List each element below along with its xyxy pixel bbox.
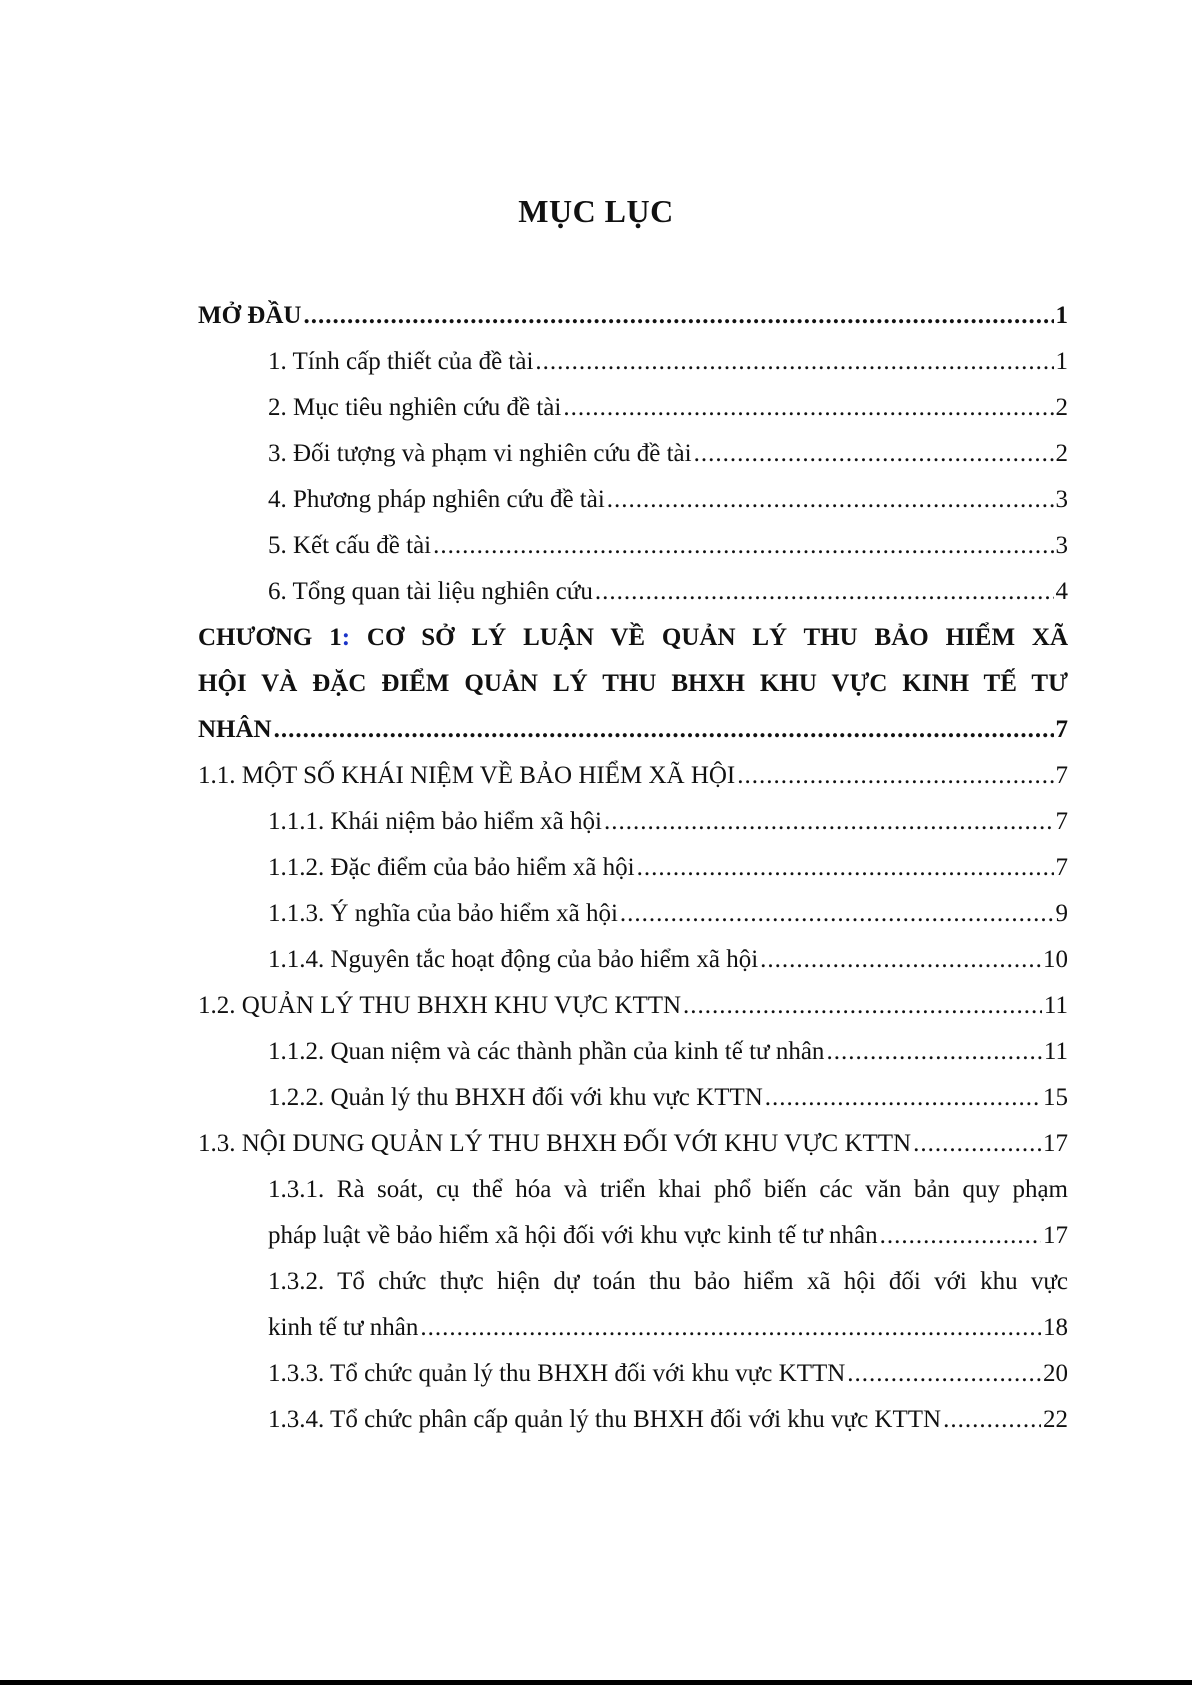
toc-page-number: 2 xyxy=(1055,394,1068,421)
dot-leader xyxy=(637,845,1054,891)
dot-leader xyxy=(943,1397,1041,1443)
dot-leader xyxy=(847,1351,1041,1397)
toc-entry-label: 6. Tổng quan tài liệu nghiên cứu xyxy=(268,578,593,605)
toc-entry-label: MỞ ĐẦU xyxy=(198,302,302,329)
toc-entry xyxy=(198,1029,1068,1075)
toc-entry-label: kinh tế tư nhân xyxy=(268,1314,419,1341)
chapter-heading-text: CƠ SỞ LÝ LUẬN VỀ QUẢN LÝ THU BẢO HIỂM XÃ xyxy=(350,624,1069,651)
toc-entry xyxy=(198,845,1068,891)
dot-leader xyxy=(913,1121,1041,1167)
toc-entry-label: 1.1.3. Ý nghĩa của bảo hiểm xã hội xyxy=(268,900,618,927)
toc-page-number: 7 xyxy=(1055,854,1068,881)
toc-entry-label: 3. Đối tượng và phạm vi nghiên cứu đề tài xyxy=(268,440,692,467)
toc-page-number: 15 xyxy=(1043,1084,1068,1111)
dot-leader xyxy=(420,1305,1041,1351)
dot-leader xyxy=(303,293,1053,339)
toc-entry xyxy=(198,1075,1068,1121)
toc-entry-label: 1.3.4. Tổ chức phân cấp quản lý thu BHXH đối với khu vực KTTN xyxy=(268,1406,942,1433)
dot-leader xyxy=(535,339,1053,385)
toc-page-number: 4 xyxy=(1055,578,1068,605)
toc-entry-label: 1.2.2. Quản lý thu BHXH đối với khu vực KTTN xyxy=(268,1084,763,1111)
toc-entry-label: 1.1.1. Khái niệm bảo hiểm xã hội xyxy=(268,808,602,835)
toc-entry-label: 5. Kết cấu đề tài xyxy=(268,532,432,559)
toc-entry-label: pháp luật về bảo hiểm xã hội đối với khu vực kinh tế tư nhân xyxy=(268,1222,878,1249)
bottom-border xyxy=(0,1680,1192,1685)
dot-leader xyxy=(433,523,1053,569)
toc-entry xyxy=(198,891,1068,937)
toc-entry-label: NHÂN xyxy=(198,716,272,743)
toc-entry-label: 1.3. NỘI DUNG QUẢN LÝ THU BHXH ĐỐI VỚI KHU VỰC KTTN xyxy=(198,1130,912,1157)
toc-page-number: 7 xyxy=(1055,808,1068,835)
toc-entry-label: 1.1. MỘT SỐ KHÁI NIỆM VỀ BẢO HIỂM XÃ HỘI xyxy=(198,762,736,789)
toc-entry-label: 1.3.3. Tổ chức quản lý thu BHXH đối với khu vực KTTN xyxy=(268,1360,846,1387)
toc-page-number: 11 xyxy=(1043,1038,1068,1065)
page-title: MỤC LỤC xyxy=(518,193,674,229)
toc-entry xyxy=(198,799,1068,845)
chapter-heading-line: HỘI VÀ ĐẶC ĐIỂM QUẢN LÝ THU BHXH KHU VỰC KINH TẾ TƯ xyxy=(198,670,1068,697)
toc-entry-label: 1.1.2. Đặc điểm của bảo hiểm xã hội xyxy=(268,854,635,881)
toc-page-number: 10 xyxy=(1043,946,1068,973)
chapter-heading-line xyxy=(198,615,1068,661)
dot-leader xyxy=(563,385,1053,431)
dot-leader xyxy=(737,753,1053,799)
toc-page-number: 2 xyxy=(1055,440,1068,467)
toc-entry-line: 1.3.1. Rà soát, cụ thể hóa và triển khai phổ biến các văn bản quy phạm xyxy=(268,1176,1068,1203)
dot-leader xyxy=(880,1213,1041,1259)
toc-entry xyxy=(198,431,1068,477)
toc-entry-mo-dau xyxy=(198,293,1068,339)
toc-entry-multiline xyxy=(198,1167,1068,1259)
dot-leader xyxy=(607,477,1054,523)
toc-page-number: 7 xyxy=(1055,762,1068,789)
toc-entry-multiline xyxy=(198,1259,1068,1351)
toc-entry xyxy=(198,385,1068,431)
toc-page-number: 17 xyxy=(1043,1222,1068,1249)
toc-page-number: 11 xyxy=(1043,992,1068,1019)
toc-entry-label: 1. Tính cấp thiết của đề tài xyxy=(268,348,534,375)
toc-entry xyxy=(198,523,1068,569)
toc-page-number: 1 xyxy=(1055,348,1068,375)
dot-leader xyxy=(765,1075,1041,1121)
dot-leader xyxy=(683,983,1042,1029)
toc-entry xyxy=(198,1351,1068,1397)
dot-leader xyxy=(826,1029,1041,1075)
dot-leader xyxy=(604,799,1054,845)
dot-leader xyxy=(760,937,1041,983)
toc-page-number: 17 xyxy=(1043,1130,1068,1157)
toc-page-number: 22 xyxy=(1043,1406,1068,1433)
toc-entry-last-line xyxy=(268,1213,1068,1259)
toc-entry-last-line xyxy=(268,1305,1068,1351)
toc-entry xyxy=(198,339,1068,385)
toc-entry xyxy=(198,1397,1068,1443)
toc-page-number: 1 xyxy=(1055,302,1068,329)
toc-entry xyxy=(198,569,1068,615)
dot-leader xyxy=(595,569,1054,615)
table-of-contents xyxy=(198,293,1068,1443)
dot-leader xyxy=(620,891,1054,937)
toc-page-number: 3 xyxy=(1055,486,1068,513)
toc-page-number: 3 xyxy=(1055,532,1068,559)
chapter-colon: : xyxy=(341,624,351,651)
toc-entry-label: 1.2. QUẢN LÝ THU BHXH KHU VỰC KTTN xyxy=(198,992,682,1019)
toc-entry-chapter-1 xyxy=(198,615,1068,753)
toc-page-number: 9 xyxy=(1055,900,1068,927)
toc-page-number: 7 xyxy=(1055,716,1068,743)
chapter-heading-last-line xyxy=(198,707,1068,753)
toc-entry-label: 1.1.4. Nguyên tắc hoạt động của bảo hiểm xã hội xyxy=(268,946,759,973)
toc-entry-label: 1.1.2. Quan niệm và các thành phần của kinh tế tư nhân xyxy=(268,1038,825,1065)
chapter-prefix: CHƯƠNG 1 xyxy=(198,624,342,651)
toc-entry-section xyxy=(198,983,1068,1029)
toc-page-number: 20 xyxy=(1043,1360,1068,1387)
toc-page-number: 18 xyxy=(1043,1314,1068,1341)
toc-entry-section xyxy=(198,753,1068,799)
toc-entry xyxy=(198,937,1068,983)
toc-entry-label: 4. Phương pháp nghiên cứu đề tài xyxy=(268,486,605,513)
toc-entry-label: 2. Mục tiêu nghiên cứu đề tài xyxy=(268,394,562,421)
dot-leader xyxy=(694,431,1054,477)
toc-entry-line: 1.3.2. Tổ chức thực hiện dự toán thu bảo hiểm xã hội đối với khu vực xyxy=(268,1268,1068,1295)
dot-leader xyxy=(274,707,1054,753)
toc-entry-section xyxy=(198,1121,1068,1167)
toc-entry xyxy=(198,477,1068,523)
